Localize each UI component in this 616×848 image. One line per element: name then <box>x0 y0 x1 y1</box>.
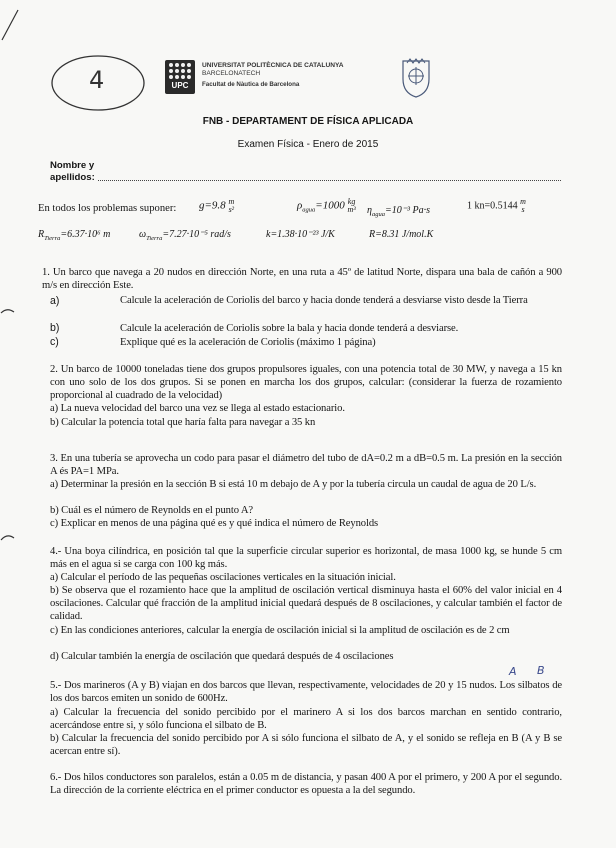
rho-symbol: ρ <box>297 199 303 212</box>
upc-logo-text: UPC <box>171 81 189 90</box>
g-unit-bottom: s² <box>228 205 235 214</box>
eta-value: =10⁻³ Pa·s <box>384 205 430 216</box>
problem-5b: b) Calcular la frecuencia del sonido percibido por A si sólo funciona el silbato de A, y el sonido se refleja en B (A y B se acercan entre sí). <box>50 733 562 757</box>
omega-symbol: ω <box>139 229 147 240</box>
constant-g-unit <box>228 198 234 214</box>
constant-kn <box>467 198 526 214</box>
faculty-name: Facultat de Nàutica de Barcelona <box>202 81 300 88</box>
problem-1a-label: a) <box>50 295 60 307</box>
problem-4b: b) Se observa que el rozamiento hace que la amplitud de oscilación vertical disminuya hasta el 60% del valor inicial en 4 oscilaciones. Calcular qué fracción de la amplitud inicial quedará después de 8 oscilaciones, y calcular también el factor de calidad. <box>50 585 562 622</box>
margin-mark-2 <box>1 536 14 540</box>
university-name: UNIVERSITAT POLITÈCNICA DE CATALUNYA <box>202 62 344 69</box>
name-label-1: Nombre y <box>50 160 95 171</box>
problem-3a: a) Determinar la presión en la sección B si está 10 m debajo de A y por la tubería circula un caudal de agua de 20 L/s. <box>50 479 537 490</box>
constant-omega <box>139 229 231 242</box>
problem-4a: a) Calcular el período de las pequeñas oscilaciones verticales en la situación inicial. <box>50 572 396 583</box>
problem-1a-text: Calcule la aceleración de Coriolis del barco y hacia donde tenderá a desviarse visto desde la Tierra <box>120 295 528 306</box>
constant-k: k=1.38·10⁻²³ J/K <box>266 229 335 240</box>
rho-sub: agua <box>302 206 316 214</box>
problem-5a: a) Calcular la frecuencia del sonido percibido por el marinero A si los dos barcos marchan en sentido contrario, acercándose entre si, y sólo funciona el silbato de B. <box>50 707 562 731</box>
margin-mark-1 <box>1 310 14 313</box>
problem-1c-text: Explique qué es la aceleración de Coriolis (máximo 1 página) <box>120 337 376 348</box>
handwritten-a: A <box>509 665 517 678</box>
department-title: FNB - DEPARTAMENT DE FÍSICA APLICADA <box>202 116 414 127</box>
kn-unit-bottom: s <box>521 205 525 214</box>
upc-logo <box>165 60 195 94</box>
problem-2a: a) La nueva velocidad del barco una vez se llega al estado estacionario. <box>50 403 345 414</box>
constant-g-value: g=9.8 <box>199 199 226 212</box>
r-earth-symbol: R <box>38 229 45 240</box>
problem-1c-label: c) <box>50 336 59 348</box>
corner-stroke <box>2 10 18 40</box>
problem-3-text: 3. En una tubería se aprovecha un codo para pasar el diámetro del tubo de dA=0.2 m a dB=0.5 m. La presión en la sección A és PA=1 MPa. <box>50 453 562 477</box>
eta-symbol: η <box>367 205 372 216</box>
exam-title: Examen Física - Enero de 2015 <box>237 139 379 150</box>
rho-value: =1000 <box>315 199 345 212</box>
constant-r-earth <box>38 229 110 242</box>
kn-value: 1 kn=0.5144 <box>467 200 518 212</box>
problem-4c: c) En las condiciones anteriores, calcular la energía de oscilación inicial si la amplitud de oscilación es de 2 cm <box>50 625 510 636</box>
rho-unit-top: kg <box>347 197 356 206</box>
r-earth-sub: Tierra <box>44 235 61 242</box>
exam-number: 4 <box>89 66 105 94</box>
problem-2b: b) Calcular la potencia total que haría falta para navegar a 35 kn <box>50 417 316 428</box>
r-earth-value: =6.37·10⁶ m <box>60 229 111 240</box>
constant-R: R=8.31 J/mol.K <box>369 229 434 240</box>
constant-rho <box>297 198 356 214</box>
university-subtitle: BARCELONATECH <box>202 70 261 77</box>
constant-g <box>199 198 234 214</box>
problem-5-text: 5.- Dos marineros (A y B) viajan en dos barcos que llevan, respectivamente, velocidades de 20 y 15 nudos. Los silbatos de los dos barcos emiten un sonido de 600Hz. <box>50 680 562 704</box>
omega-value: =7.27·10⁻⁵ rad/s <box>162 229 231 240</box>
constant-eta <box>367 205 430 218</box>
problem-3c: c) Explicar en menos de una página qué es y qué indica el número de Reynolds <box>50 518 379 529</box>
problem-4-text: 4.- Una boya cilíndrica, en posición tal que la superficie circular superior es horizontal, de masa 1000 kg, se hunde 5 cm más en el agua si se carga con 100 kg más. <box>50 546 562 570</box>
faculty-crest-icon <box>399 57 433 99</box>
problem-1b-text: Calcule la aceleración de Coriolis sobre la bala y hacia donde tenderá a desviarse. <box>120 323 459 334</box>
problem-1b-label: b) <box>50 322 60 334</box>
problem-1-text: 1. Un barco que navega a 20 nudos en dirección Norte, en una ruta a 45º de latitud Norte, dispara una bala de cañón a 900 m/s en dirección Este. <box>42 267 562 291</box>
problem-2-text: 2. Un barco de 10000 toneladas tiene dos grupos propulsores iguales, con una potencia total de 30 MW, y navega a 15 kn con uno solo de los dos grupos. Si se ponen en marcha los dos grupos, calcular: (considerar la fuerza de rozamiento proporcional al cuadrado de la velocidad) <box>50 364 562 401</box>
university-block <box>202 62 344 89</box>
handwritten-b: B <box>537 664 545 677</box>
name-label <box>50 160 95 184</box>
problem-6-text: 6.- Dos hilos conductores son paralelos, están a 0.05 m de distancia, y pasan 400 A por el primero, y 200 A por el segundo. La dirección de la corriente eléctrica en el primer conductor es opuesta a la del segundo. <box>50 772 562 796</box>
constant-kn-unit <box>520 198 526 214</box>
omega-sub: Tierra <box>146 235 163 242</box>
g-unit-top: m <box>228 197 235 206</box>
eta-sub: agua <box>371 211 385 218</box>
name-field[interactable] <box>98 180 561 181</box>
kn-unit-top: m <box>520 197 526 206</box>
rho-unit-bottom: m³ <box>347 205 356 214</box>
constants-intro: En todos los problemas suponer: <box>38 203 177 214</box>
problem-3b: b) Cuál es el número de Reynolds en el punto A? <box>50 505 254 516</box>
problem-4d: d) Calcular también la energía de oscilación que quedará después de 4 oscilaciones <box>50 651 394 662</box>
constant-rho-unit <box>347 198 355 214</box>
name-label-2: apellidos: <box>50 172 95 183</box>
constants-row-1 <box>38 203 176 214</box>
